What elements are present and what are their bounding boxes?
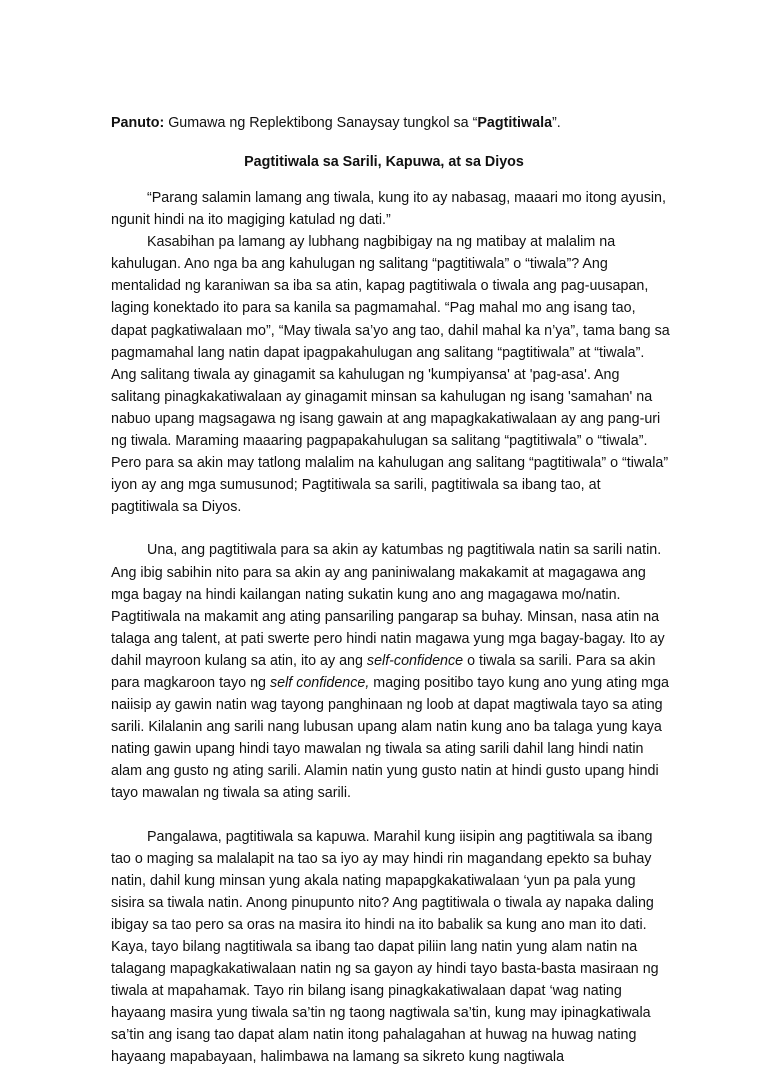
paragraph-intro: Kasabihan pa lamang ay lubhang nagbibigay na ng matibay at malalim na kahulugan. Ano nga ba ang kahulugan ng salitang “pagtitiwala” o “tiwala”? Ang mentalidad ng karaniwan sa iba sa atin, kapag pagtitiwala o tiwala ang pag-uusapan, laging konektado ito para sa kanila sa pagmamahal. “Pag mahal mo ang isang tao, dapat pagkatiwalaan mo”, “May tiwala sa’yo ang tao, dahil mahal ka n’ya”, tama bang sa pagmamahal lang natin dapat ipagpakahulugan ang salitang “pagtitiwala” at “tiwala”. Ang salitang tiwala ay ginagamit sa kahulugan ng 'kumpiyansa' at 'pag-asa'. Ang salitang pinagkakatiwalaan ay ginagamit minsan sa kahulugan ng isang 'samahan' na nabuo upang magsagawa ng isang gawain at ang mapagkakatiwalaan ay ang pang-uri ng tiwala. Maraming maaaring pagpapakahulugan sa salitang “pagtitiwala” o “tiwala”. Pero para sa akin may tatlong malalim na kahulugan ang salitang “pagtitiwala” o “tiwala” iyon ay ang mga sumusunod; Pagtitiwala sa sarili, pagtitiwala sa ibang tao, at pagtitiwala sa Diyos. — [111, 234, 670, 516]
instruction-label: Panuto: — [111, 115, 165, 131]
self-confidence-term-2: self confidence, — [269, 674, 370, 691]
paragraph-quote: “Parang salamin lamang ang tiwala, kung ito ay nabasag, maaari mo itong ayusin, ngunit hindi na ito magiging katulad ng dati.” — [111, 190, 666, 229]
paragraph-self-trust-part-3: maging positibo tayo kung ano yung ating mga naiisip ay gawin natin wag tayong panghinaan ng loob at dapat magtiwala tayo sa ating sarili. Kilalanin ang sarili nang lubusan upang alam natin kung ano ba talaga yung kaya nating gawin upang hindi tayo mawalan ng tiwala sa ating sarili dahil lang hindi natin alam ang gusto ng ating sarili. Alamin natin yung gusto natin at hindi gusto upang hindi tayo mawalan ng tiwala sa ating sarili. — [111, 674, 669, 802]
paragraph-trust-in-others: Pangalawa, pagtitiwala sa kapuwa. Marahil kung iisipin ang pagtitiwala sa ibang tao o maging sa malalapit na tao sa iyo ay may hindi rin magandang epekto sa buhay natin, dahil kung minsan yung akala nating mapapgkakatiwalaan ‘yun pa pala yung sisira sa tiwala natin. Anong pinupunto nito? Ang pagtitiwala o tiwala ay napaka daling ibigay sa tao pero sa oras na masira ito hindi na ito babalik sa kung ano man ito dati. Kaya, tayo bilang nagtitiwala sa ibang tao dapat piliin lang natin yung alam natin na talagang mapagkakatiwalaan natin ng sa gayon ay hindi tayo basta-basta masiraan ng tiwala at mapahamak. Tayo rin bilang isang pinagkakatiwalaan dapat ‘wag nating hayaang masira yung tiwala sa’tin ng taong nagtiwala sa’tin, kung may ipinagkatiwala sa’tin ang isang tao dapat alam natin itong pahalagahan at huwag na huwag nating hayaang mapabayaan, halimbawa na lamang sa sikreto kung nagtiwala — [111, 828, 659, 1066]
essay-title: Pagtitiwala sa Sarili, Kapuwa, at sa Diyos — [244, 154, 524, 170]
paragraph-self-trust-part-1: Una, ang pagtitiwala para sa akin ay katumbas ng pagtitiwala natin sa sarili natin. Ang ibig sabihin nito para sa akin ay ang paniniwalang makakamit at magagawa ang mga bagay na hindi kailangan nating sukatin kung ano ang magagawa mo/natin. Pagtitiwala na makamit ang ating pansariling pangarap sa buhay. Minsan, nasa atin na talaga ang talent, at pati swerte pero hindi natin magawa yung mga bagay-bagay. Ito ay dahil mayroon kulang sa atin, ito ay ang — [111, 542, 665, 669]
instruction-end: ”. — [552, 115, 561, 131]
essay-body — [111, 187, 671, 1069]
instruction-topic: Pagtitiwala — [477, 115, 553, 131]
instruction-text: Gumawa ng Replektibong Sanaysay tungkol sa “ — [164, 115, 478, 131]
paragraph-self-trust-part-2: o tiwala sa sarili. Para sa akin para magkaroon tayo ng — [111, 652, 656, 691]
paragraph-self-trust — [111, 539, 671, 804]
instruction-line — [111, 112, 561, 134]
self-confidence-term: self-confidence — [366, 652, 464, 669]
